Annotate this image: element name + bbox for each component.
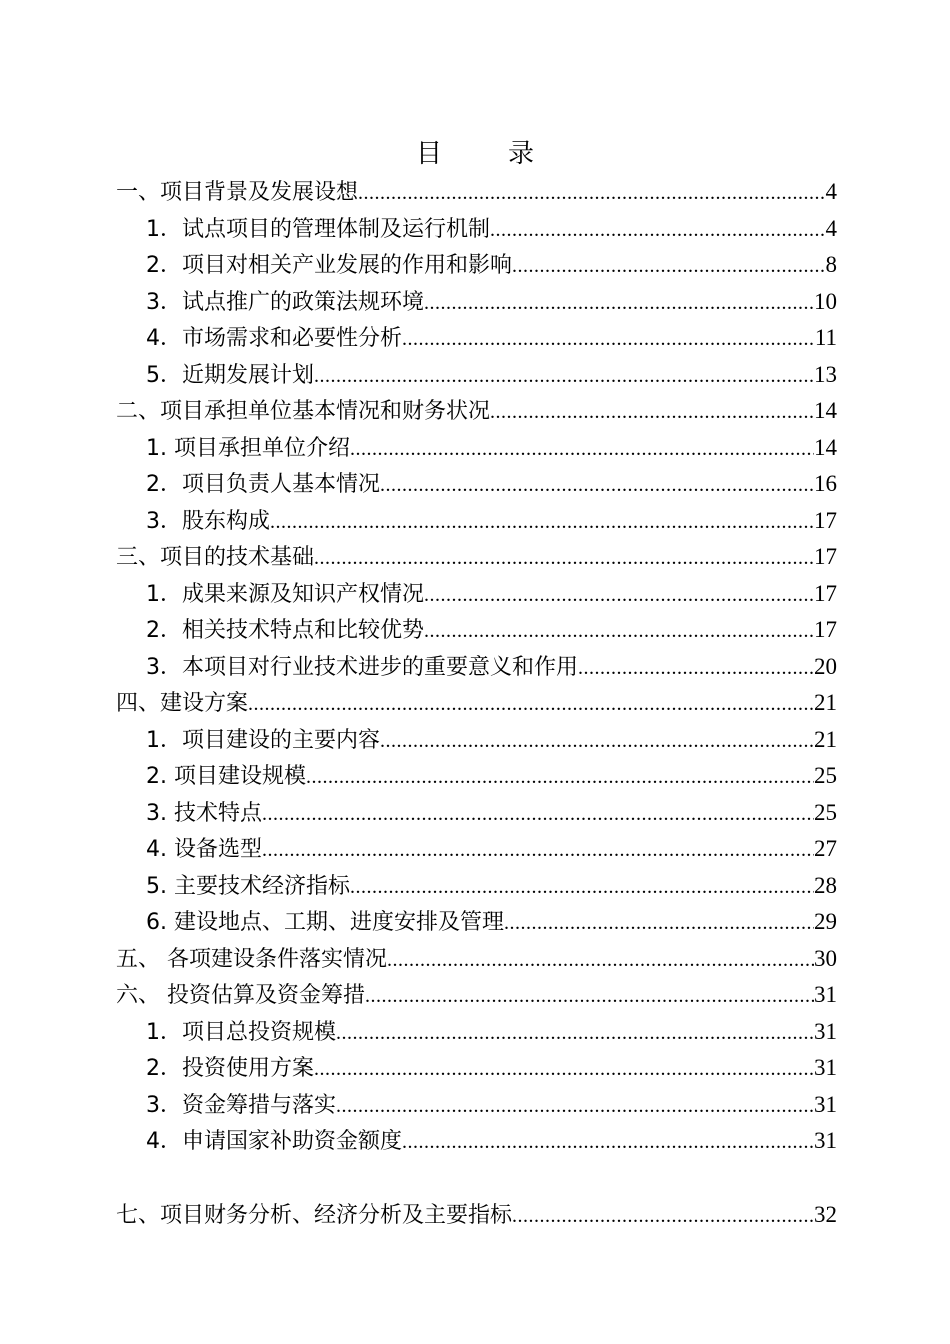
toc-entry-text: 六、 投资估算及资金筹措	[116, 983, 365, 1008]
toc-page-number: 4	[825, 215, 837, 241]
toc-dot-leader	[314, 540, 814, 577]
toc-entry-text: 4. 设备选型	[146, 837, 262, 862]
toc-page-number: 14	[814, 434, 837, 460]
toc-entry-text: 5. 主要技术经济指标	[146, 873, 350, 899]
toc-dot-leader	[578, 650, 814, 687]
toc-dot-leader	[262, 832, 814, 869]
toc-dot-leader	[380, 467, 814, 504]
toc-subsection-entry[interactable]	[116, 466, 837, 503]
toc-entry-text: 五、 各项建设条件落实情况	[116, 946, 387, 972]
toc-dot-leader	[402, 1124, 814, 1161]
toc-page-number: 32	[814, 1201, 837, 1227]
toc-entry-text: 3．本项目对行业技术进步的重要意义和作用	[146, 654, 578, 680]
toc-entry-text: 2. 项目建设规模	[146, 764, 306, 789]
toc-section-entry[interactable]	[116, 685, 837, 722]
toc-page-number: 27	[814, 836, 837, 861]
toc-subsection-entry[interactable]	[116, 1087, 837, 1124]
toc-subsection-entry[interactable]	[116, 211, 837, 248]
toc-entry-text: 2．项目负责人基本情况	[146, 472, 380, 497]
toc-dot-leader	[306, 759, 814, 796]
toc-page-number: 11	[814, 325, 837, 350]
toc-dot-leader	[336, 1015, 814, 1052]
toc-subsection-entry[interactable]	[116, 284, 837, 321]
toc-entry-text: 一、项目背景及发展设想	[116, 180, 359, 205]
toc-subsection-entry[interactable]	[116, 1014, 837, 1051]
toc-page-number: 21	[814, 726, 837, 752]
toc-entry-text: 4．市场需求和必要性分析	[146, 326, 402, 351]
toc-section-entry[interactable]	[116, 1197, 837, 1234]
toc-subsection-entry[interactable]	[116, 758, 837, 795]
toc-page-number: 17	[814, 544, 837, 569]
toc-page-number: 25	[814, 763, 837, 788]
toc-dot-leader	[490, 212, 826, 249]
toc-page-number: 21	[814, 690, 837, 715]
toc-entry-text: 三、项目的技术基础	[116, 545, 315, 570]
toc-subsection-entry[interactable]	[116, 831, 837, 868]
toc-section-entry[interactable]	[116, 977, 837, 1014]
toc-dot-leader	[424, 577, 814, 614]
toc-dot-leader	[350, 869, 814, 906]
toc-subsection-entry[interactable]	[116, 430, 837, 467]
toc-dot-leader	[314, 1051, 814, 1088]
toc-page-number: 25	[814, 799, 837, 825]
toc-entry-text: 4．申请国家补助资金额度	[146, 1129, 402, 1154]
toc-dot-leader	[424, 285, 814, 322]
toc-subsection-entry[interactable]	[116, 247, 837, 284]
toc-page-number: 28	[814, 872, 837, 898]
toc-section-entry[interactable]	[116, 539, 837, 576]
toc-subsection-entry[interactable]	[116, 1050, 837, 1087]
toc-subsection-entry[interactable]	[116, 503, 837, 540]
toc-subsection-entry[interactable]	[116, 722, 837, 759]
toc-subsection-entry[interactable]	[116, 868, 837, 905]
toc-dot-leader	[262, 796, 814, 833]
toc-entry-text: 3．股东构成	[146, 508, 270, 534]
toc-entry-text: 1. 项目承担单位介绍	[146, 435, 350, 461]
table-of-contents	[116, 174, 837, 1233]
toc-page-number: 20	[814, 653, 837, 679]
toc-page-number: 29	[814, 909, 837, 934]
toc-entry-text: 二、项目承担单位基本情况和财务状况	[116, 399, 491, 424]
toc-section-entry[interactable]	[116, 941, 837, 978]
toc-page-number: 8	[825, 252, 837, 277]
toc-entry-text: 3．资金筹措与落实	[146, 1092, 336, 1118]
toc-entry-text: 1．项目总投资规模	[146, 1019, 336, 1045]
toc-page-number: 14	[814, 398, 837, 423]
toc-entry-text: 5．近期发展计划	[146, 362, 314, 388]
toc-page-number: 31	[814, 1128, 837, 1153]
toc-dot-leader	[387, 942, 814, 979]
toc-entry-text: 2．投资使用方案	[146, 1056, 314, 1081]
toc-dot-leader	[380, 723, 814, 760]
toc-subsection-entry[interactable]	[116, 1123, 837, 1160]
toc-entry-text: 3. 技术特点	[146, 800, 262, 826]
toc-page-number: 17	[814, 580, 837, 606]
toc-page-number: 16	[814, 471, 837, 496]
toc-entry-text: 2．相关技术特点和比较优势	[146, 618, 424, 643]
toc-dot-leader	[402, 321, 815, 358]
toc-dot-leader	[512, 248, 826, 285]
toc-subsection-entry[interactable]	[116, 795, 837, 832]
toc-dot-leader	[365, 978, 814, 1015]
toc-subsection-entry[interactable]	[116, 904, 837, 941]
toc-entry-text: 1．试点项目的管理体制及运行机制	[146, 216, 490, 242]
toc-page-number: 31	[814, 1018, 837, 1044]
toc-entry-text: 3．试点推广的政策法规环境	[146, 289, 424, 315]
toc-dot-leader	[270, 504, 814, 541]
toc-page-number: 17	[814, 507, 837, 533]
toc-dot-leader	[424, 613, 814, 650]
toc-dot-leader	[336, 1088, 814, 1125]
toc-page-number: 17	[814, 617, 837, 642]
toc-page-number: 13	[814, 361, 837, 387]
toc-subsection-entry[interactable]	[116, 612, 837, 649]
toc-entry-text: 1．项目建设的主要内容	[146, 727, 380, 753]
toc-subsection-entry[interactable]	[116, 357, 837, 394]
toc-page-number: 31	[814, 982, 837, 1007]
toc-dot-leader	[314, 358, 814, 395]
toc-page-number: 4	[825, 179, 837, 204]
toc-page-number: 31	[814, 1091, 837, 1117]
toc-section-entry[interactable]	[116, 174, 837, 211]
toc-dot-leader	[358, 175, 825, 212]
toc-dot-leader	[504, 905, 814, 942]
toc-subsection-entry[interactable]	[116, 320, 837, 357]
toc-page-number: 30	[814, 945, 837, 971]
toc-page-number: 31	[814, 1055, 837, 1080]
toc-entry-text: 6. 建设地点、工期、进度安排及管理	[146, 910, 504, 935]
toc-entry-text: 1．成果来源及知识产权情况	[146, 581, 424, 607]
toc-section-entry[interactable]	[116, 393, 837, 430]
toc-dot-leader	[490, 394, 814, 431]
toc-dot-leader	[350, 431, 814, 468]
toc-dot-leader	[248, 686, 814, 723]
toc-entry-text: 七、项目财务分析、经济分析及主要指标	[116, 1202, 513, 1228]
toc-title: 目 录	[415, 139, 554, 169]
toc-entry-text: 四、建设方案	[116, 691, 249, 716]
toc-subsection-entry[interactable]	[116, 649, 837, 686]
toc-subsection-entry[interactable]	[116, 576, 837, 613]
toc-entry-text: 2．项目对相关产业发展的作用和影响	[146, 253, 512, 278]
toc-dot-leader	[512, 1198, 814, 1235]
toc-page-number: 10	[814, 288, 837, 314]
